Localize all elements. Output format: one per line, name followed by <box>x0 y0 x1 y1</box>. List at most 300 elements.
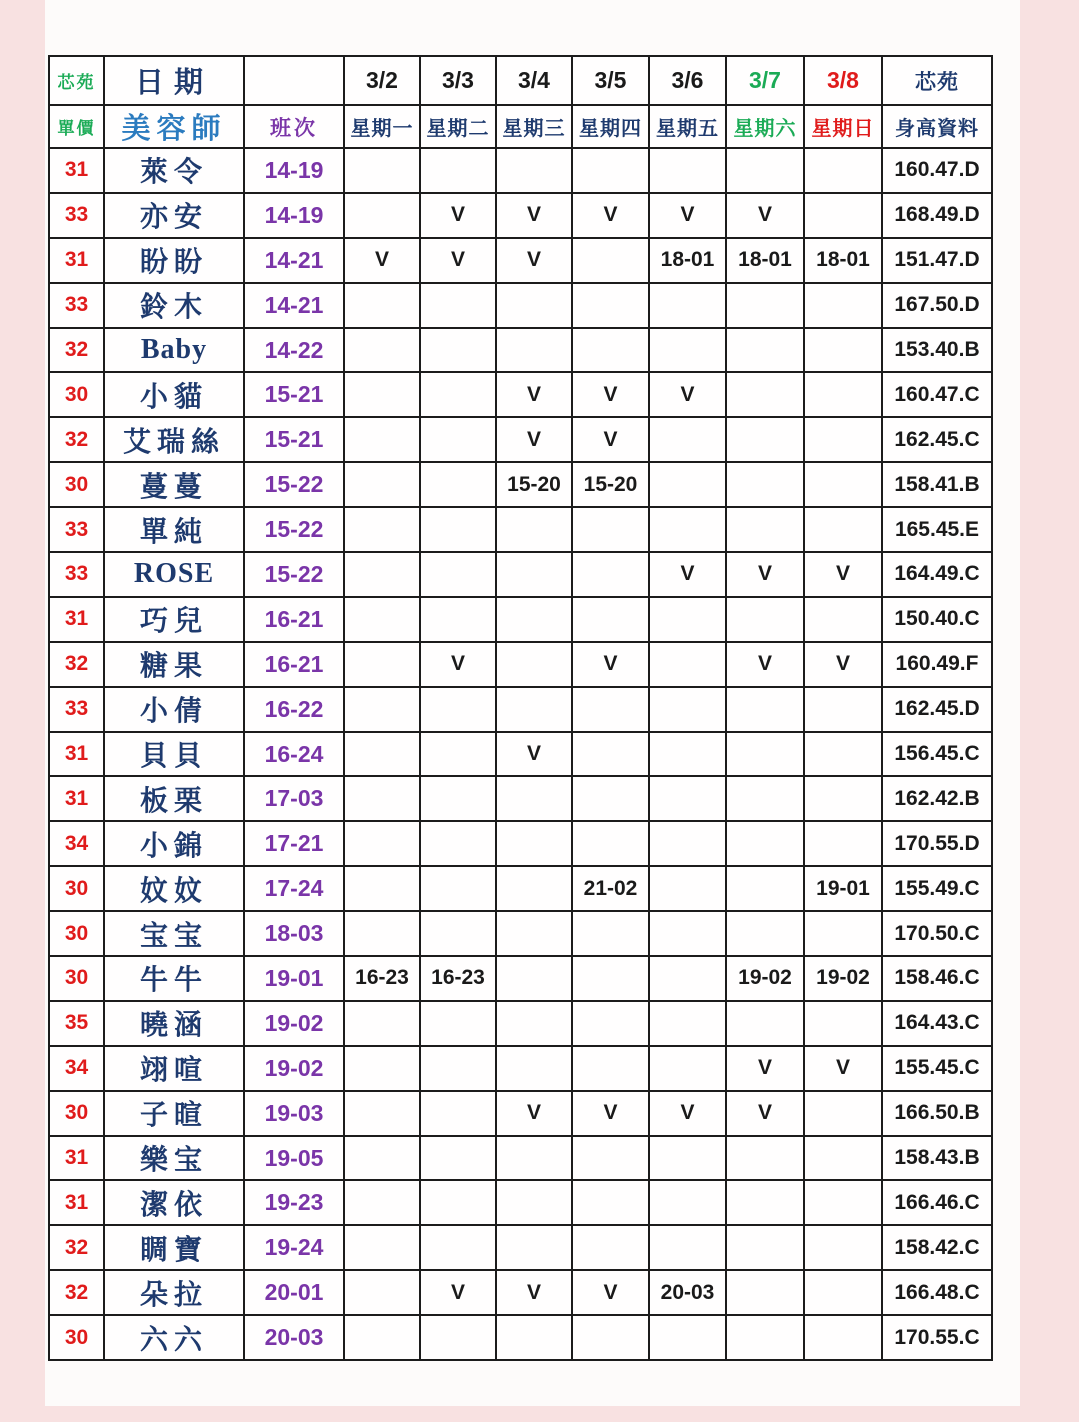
schedule-cell <box>572 1315 649 1360</box>
schedule-cell <box>420 911 496 956</box>
schedule-cell <box>344 1180 420 1225</box>
price-cell: 30 <box>49 1091 104 1136</box>
weekday-header: 星期二 <box>420 105 496 148</box>
schedule-cell <box>804 462 882 507</box>
schedule-cell <box>649 1001 726 1046</box>
shift-cell: 14-22 <box>244 328 344 373</box>
shift-cell: 15-22 <box>244 507 344 552</box>
schedule-cell <box>726 597 804 642</box>
schedule-cell <box>420 148 496 193</box>
schedule-cell <box>572 911 649 956</box>
schedule-cell <box>726 1001 804 1046</box>
schedule-cell <box>572 1225 649 1270</box>
blank-header-cell <box>244 56 344 105</box>
schedule-cell <box>496 597 572 642</box>
schedule-cell: 21-02 <box>572 866 649 911</box>
schedule-cell <box>572 507 649 552</box>
table-row <box>49 417 992 462</box>
schedule-cell <box>726 911 804 956</box>
name-cell: 巧兒 <box>104 597 244 642</box>
schedule-cell <box>344 776 420 821</box>
schedule-cell <box>572 1180 649 1225</box>
header-row-weekdays <box>49 105 992 148</box>
name-cell: 翊喧 <box>104 1046 244 1091</box>
schedule-cell: V <box>496 193 572 238</box>
shift-cell: 20-01 <box>244 1270 344 1315</box>
weekday-header: 星期日 <box>804 105 882 148</box>
table-row <box>49 776 992 821</box>
name-cell: 朵拉 <box>104 1270 244 1315</box>
schedule-cell <box>572 238 649 283</box>
height-cell: 162.42.B <box>882 776 992 821</box>
schedule-cell <box>420 1001 496 1046</box>
schedule-cell <box>649 462 726 507</box>
name-cell: 妏妏 <box>104 866 244 911</box>
schedule-cell <box>649 1225 726 1270</box>
schedule-cell <box>420 372 496 417</box>
table-row <box>49 462 992 507</box>
schedule-cell <box>726 372 804 417</box>
name-cell: 子暄 <box>104 1091 244 1136</box>
schedule-cell <box>726 732 804 777</box>
price-cell: 31 <box>49 1180 104 1225</box>
schedule-cell <box>496 776 572 821</box>
height-cell: 160.47.D <box>882 148 992 193</box>
table-row <box>49 193 992 238</box>
schedule-cell <box>344 507 420 552</box>
shift-cell: 16-24 <box>244 732 344 777</box>
date-header: 3/8 <box>804 56 882 105</box>
schedule-cell <box>649 283 726 328</box>
date-header: 3/4 <box>496 56 572 105</box>
shift-cell: 19-24 <box>244 1225 344 1270</box>
table-row <box>49 1180 992 1225</box>
schedule-cell: V <box>420 1270 496 1315</box>
schedule-cell <box>726 507 804 552</box>
schedule-cell: V <box>804 1046 882 1091</box>
height-cell: 164.49.C <box>882 552 992 597</box>
schedule-cell <box>344 1001 420 1046</box>
height-cell: 162.45.C <box>882 417 992 462</box>
shift-column-title: 班次 <box>244 105 344 148</box>
schedule-cell <box>572 956 649 1001</box>
table-row <box>49 1136 992 1181</box>
table-row <box>49 911 992 956</box>
name-cell: 小貓 <box>104 372 244 417</box>
shift-cell: 18-03 <box>244 911 344 956</box>
height-cell: 158.46.C <box>882 956 992 1001</box>
table-row <box>49 1091 992 1136</box>
name-cell: 糖果 <box>104 642 244 687</box>
schedule-cell <box>496 1315 572 1360</box>
name-cell: 潔依 <box>104 1180 244 1225</box>
schedule-cell: V <box>496 732 572 777</box>
shift-cell: 17-24 <box>244 866 344 911</box>
schedule-cell <box>344 642 420 687</box>
schedule-cell <box>804 372 882 417</box>
height-cell: 170.50.C <box>882 911 992 956</box>
schedule-cell <box>496 1001 572 1046</box>
unit-price-label: 單價 <box>49 105 104 148</box>
schedule-cell <box>420 283 496 328</box>
table-row <box>49 687 992 732</box>
table-row <box>49 1225 992 1270</box>
schedule-cell <box>572 821 649 866</box>
schedule-cell <box>572 687 649 732</box>
schedule-cell <box>649 1136 726 1181</box>
schedule-cell <box>420 776 496 821</box>
schedule-cell <box>649 911 726 956</box>
schedule-cell <box>344 1091 420 1136</box>
schedule-cell: V <box>649 193 726 238</box>
schedule-cell <box>344 372 420 417</box>
schedule-cell: V <box>420 642 496 687</box>
schedule-cell <box>649 687 726 732</box>
table-row <box>49 238 992 283</box>
schedule-cell <box>804 732 882 777</box>
schedule-cell <box>496 642 572 687</box>
table-row <box>49 866 992 911</box>
shift-cell: 15-21 <box>244 417 344 462</box>
price-cell: 34 <box>49 1046 104 1091</box>
schedule-cell <box>496 1180 572 1225</box>
schedule-cell <box>649 732 726 777</box>
schedule-cell: 19-02 <box>804 956 882 1001</box>
name-cell: 曉涵 <box>104 1001 244 1046</box>
table-row <box>49 1001 992 1046</box>
schedule-cell <box>726 1270 804 1315</box>
weekday-header: 星期六 <box>726 105 804 148</box>
price-cell: 33 <box>49 193 104 238</box>
schedule-cell: 15-20 <box>572 462 649 507</box>
corner-top-left-label: 芯苑 <box>49 56 104 105</box>
date-header: 3/5 <box>572 56 649 105</box>
price-cell: 31 <box>49 732 104 777</box>
schedule-cell <box>420 1046 496 1091</box>
height-cell: 158.41.B <box>882 462 992 507</box>
shift-cell: 15-22 <box>244 552 344 597</box>
schedule-cell <box>344 597 420 642</box>
schedule-cell <box>344 417 420 462</box>
name-cell: 艾瑞絲 <box>104 417 244 462</box>
schedule-cell: V <box>344 238 420 283</box>
price-cell: 34 <box>49 821 104 866</box>
name-cell: Baby <box>104 328 244 373</box>
schedule-cell <box>420 866 496 911</box>
height-cell: 166.46.C <box>882 1180 992 1225</box>
shift-cell: 15-21 <box>244 372 344 417</box>
name-cell: 宝宝 <box>104 911 244 956</box>
schedule-cell: V <box>572 642 649 687</box>
height-cell: 155.45.C <box>882 1046 992 1091</box>
table-row <box>49 507 992 552</box>
schedule-cell <box>726 417 804 462</box>
schedule-cell <box>344 552 420 597</box>
schedule-cell: V <box>572 417 649 462</box>
schedule-cell <box>496 821 572 866</box>
height-cell: 158.43.B <box>882 1136 992 1181</box>
schedule-cell <box>420 687 496 732</box>
schedule-cell <box>420 462 496 507</box>
schedule-cell <box>649 148 726 193</box>
price-cell: 30 <box>49 956 104 1001</box>
schedule-cell <box>649 956 726 1001</box>
table-row <box>49 372 992 417</box>
schedule-cell <box>726 866 804 911</box>
table-row <box>49 552 992 597</box>
schedule-cell <box>496 1046 572 1091</box>
date-header: 3/7 <box>726 56 804 105</box>
name-cell: 小錦 <box>104 821 244 866</box>
table-row <box>49 642 992 687</box>
schedule-cell <box>572 1136 649 1181</box>
price-cell: 30 <box>49 462 104 507</box>
table-row <box>49 328 992 373</box>
table-row <box>49 597 992 642</box>
table-row <box>49 283 992 328</box>
table-row <box>49 1315 992 1360</box>
price-cell: 33 <box>49 552 104 597</box>
table-row <box>49 732 992 777</box>
schedule-cell: 19-02 <box>726 956 804 1001</box>
date-header: 3/3 <box>420 56 496 105</box>
weekday-header: 星期五 <box>649 105 726 148</box>
schedule-cell: 16-23 <box>344 956 420 1001</box>
price-cell: 31 <box>49 148 104 193</box>
schedule-cell <box>496 552 572 597</box>
weekday-header: 星期三 <box>496 105 572 148</box>
schedule-cell: V <box>496 1270 572 1315</box>
table-row <box>49 1046 992 1091</box>
name-cell: 睭寶 <box>104 1225 244 1270</box>
schedule-cell <box>496 956 572 1001</box>
schedule-cell: 16-23 <box>420 956 496 1001</box>
table-row <box>49 821 992 866</box>
schedule-cell <box>572 776 649 821</box>
schedule-cell: 18-01 <box>726 238 804 283</box>
schedule-cell: 19-01 <box>804 866 882 911</box>
table-row <box>49 956 992 1001</box>
schedule-cell: V <box>726 552 804 597</box>
schedule-cell <box>649 1180 726 1225</box>
schedule-cell <box>804 776 882 821</box>
schedule-cell <box>344 911 420 956</box>
schedule-cell <box>420 732 496 777</box>
height-cell: 155.49.C <box>882 866 992 911</box>
beautician-schedule-table <box>48 55 993 1361</box>
schedule-cell <box>420 821 496 866</box>
name-cell: ROSE <box>104 552 244 597</box>
schedule-cell <box>804 1315 882 1360</box>
schedule-cell <box>572 1001 649 1046</box>
schedule-cell: V <box>572 1270 649 1315</box>
schedule-cell: 18-01 <box>649 238 726 283</box>
price-cell: 30 <box>49 1315 104 1360</box>
schedule-cell <box>496 866 572 911</box>
height-cell: 162.45.D <box>882 687 992 732</box>
schedule-cell <box>572 732 649 777</box>
shift-cell: 16-21 <box>244 597 344 642</box>
height-cell: 160.47.C <box>882 372 992 417</box>
shift-cell: 17-21 <box>244 821 344 866</box>
schedule-cell <box>496 911 572 956</box>
schedule-cell <box>344 821 420 866</box>
schedule-cell <box>344 148 420 193</box>
schedule-cell <box>496 687 572 732</box>
shift-cell: 15-22 <box>244 462 344 507</box>
schedule-cell <box>726 283 804 328</box>
name-cell: 萊令 <box>104 148 244 193</box>
price-cell: 31 <box>49 776 104 821</box>
schedule-cell <box>726 687 804 732</box>
schedule-cell <box>804 597 882 642</box>
schedule-cell: V <box>726 193 804 238</box>
shift-cell: 16-21 <box>244 642 344 687</box>
height-cell: 160.49.F <box>882 642 992 687</box>
schedule-cell <box>572 328 649 373</box>
header-row-dates <box>49 56 992 105</box>
schedule-sheet <box>45 0 1020 1406</box>
name-cell: 牛牛 <box>104 956 244 1001</box>
schedule-cell: V <box>496 1091 572 1136</box>
shift-cell: 14-21 <box>244 238 344 283</box>
shift-cell: 14-19 <box>244 193 344 238</box>
height-cell: 156.45.C <box>882 732 992 777</box>
schedule-cell: 15-20 <box>496 462 572 507</box>
schedule-cell <box>344 866 420 911</box>
schedule-cell <box>420 1136 496 1181</box>
price-cell: 32 <box>49 1225 104 1270</box>
schedule-cell <box>649 417 726 462</box>
shift-cell: 19-02 <box>244 1046 344 1091</box>
name-cell: 貝貝 <box>104 732 244 777</box>
schedule-cell <box>344 732 420 777</box>
schedule-cell <box>572 552 649 597</box>
schedule-cell: V <box>420 193 496 238</box>
schedule-cell <box>726 821 804 866</box>
shift-cell: 14-21 <box>244 283 344 328</box>
schedule-cell <box>420 597 496 642</box>
schedule-cell <box>804 1225 882 1270</box>
price-cell: 30 <box>49 372 104 417</box>
corner-top-right-label: 芯苑 <box>882 56 992 105</box>
name-cell: 盼盼 <box>104 238 244 283</box>
schedule-cell: V <box>804 642 882 687</box>
schedule-cell <box>804 507 882 552</box>
height-cell: 170.55.D <box>882 821 992 866</box>
schedule-cell <box>649 1046 726 1091</box>
schedule-cell <box>496 507 572 552</box>
height-info-column-title: 身高資料 <box>882 105 992 148</box>
schedule-cell <box>344 283 420 328</box>
schedule-cell <box>649 1315 726 1360</box>
price-cell: 32 <box>49 642 104 687</box>
price-cell: 33 <box>49 687 104 732</box>
schedule-cell <box>420 1315 496 1360</box>
weekday-header: 星期一 <box>344 105 420 148</box>
schedule-cell: V <box>496 238 572 283</box>
weekday-header: 星期四 <box>572 105 649 148</box>
schedule-cell <box>726 1315 804 1360</box>
shift-cell: 19-01 <box>244 956 344 1001</box>
schedule-cell <box>804 193 882 238</box>
schedule-cell <box>804 283 882 328</box>
price-cell: 31 <box>49 238 104 283</box>
schedule-cell: V <box>572 372 649 417</box>
schedule-cell <box>344 1225 420 1270</box>
schedule-cell <box>420 1091 496 1136</box>
price-cell: 32 <box>49 417 104 462</box>
schedule-cell: V <box>726 1091 804 1136</box>
schedule-cell <box>496 328 572 373</box>
height-cell: 167.50.D <box>882 283 992 328</box>
name-cell: 單純 <box>104 507 244 552</box>
schedule-cell <box>344 1315 420 1360</box>
price-cell: 31 <box>49 597 104 642</box>
price-cell: 35 <box>49 1001 104 1046</box>
date-header: 3/6 <box>649 56 726 105</box>
schedule-cell: V <box>496 417 572 462</box>
price-cell: 32 <box>49 1270 104 1315</box>
schedule-cell <box>649 507 726 552</box>
height-cell: 166.50.B <box>882 1091 992 1136</box>
schedule-cell <box>804 1270 882 1315</box>
schedule-cell <box>804 1136 882 1181</box>
shift-cell: 14-19 <box>244 148 344 193</box>
schedule-cell <box>726 1136 804 1181</box>
height-cell: 164.43.C <box>882 1001 992 1046</box>
height-cell: 153.40.B <box>882 328 992 373</box>
table-row <box>49 148 992 193</box>
name-cell: 蔓蔓 <box>104 462 244 507</box>
schedule-cell <box>496 1136 572 1181</box>
price-cell: 30 <box>49 911 104 956</box>
schedule-cell <box>726 462 804 507</box>
name-cell: 六六 <box>104 1315 244 1360</box>
schedule-cell <box>649 597 726 642</box>
schedule-cell: V <box>649 1091 726 1136</box>
schedule-cell <box>804 911 882 956</box>
schedule-cell <box>496 1225 572 1270</box>
schedule-cell <box>572 597 649 642</box>
schedule-cell <box>726 1225 804 1270</box>
height-cell: 151.47.D <box>882 238 992 283</box>
schedule-cell: 20-03 <box>649 1270 726 1315</box>
name-cell: 鈴木 <box>104 283 244 328</box>
schedule-cell <box>496 283 572 328</box>
shift-cell: 17-03 <box>244 776 344 821</box>
table-row <box>49 1270 992 1315</box>
schedule-cell <box>344 193 420 238</box>
name-cell: 亦安 <box>104 193 244 238</box>
schedule-cell <box>726 148 804 193</box>
name-cell: 板栗 <box>104 776 244 821</box>
schedule-cell <box>344 462 420 507</box>
schedule-cell <box>649 642 726 687</box>
height-cell: 158.42.C <box>882 1225 992 1270</box>
schedule-cell <box>572 283 649 328</box>
height-cell: 165.45.E <box>882 507 992 552</box>
schedule-cell <box>496 148 572 193</box>
schedule-cell: V <box>726 1046 804 1091</box>
schedule-cell: V <box>496 372 572 417</box>
schedule-cell <box>649 328 726 373</box>
schedule-cell <box>420 552 496 597</box>
schedule-cell <box>420 507 496 552</box>
price-cell: 31 <box>49 1136 104 1181</box>
date-column-title: 日期 <box>104 56 244 105</box>
schedule-cell <box>344 1046 420 1091</box>
